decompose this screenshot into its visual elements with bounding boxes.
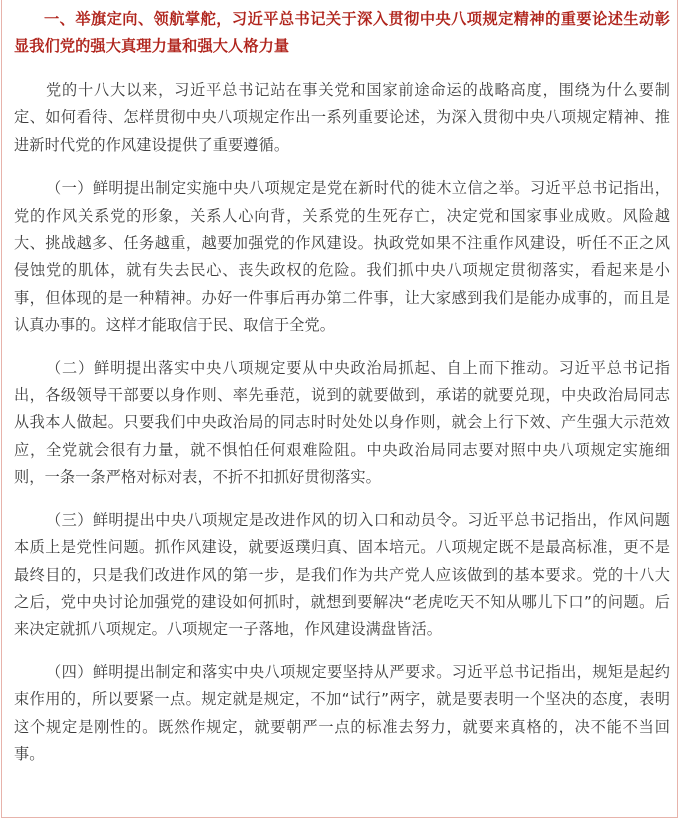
paragraph-point-1: （一）鲜明提出制定实施中央八项规定是党在新时代的徙木立信之举。习近平总书记指出，党的作风关系党的形象，关系人心向背，关系党的生死存亡，决定党和国家事业成败。风险越大、挑战越多、任务越重，越要加强党的作风建设。执政党如果不注重作风建设，听任不正之风侵蚀党的肌体，就有失去民心、丧失政权的危险。我们抓中央八项规定贯彻落实，看起来是小事，但体现的是一种精神。办好一件事后再办第二件事，让大家感到我们是能办成事的，而且是认真办事的。这样才能取信于民、取信于全党。 — [14, 179, 670, 335]
paragraph-point-3: （三）鲜明提出中央八项规定是改进作风的切入口和动员令。习近平总书记指出，作风问题本质上是党性问题。抓作风建设，就要返璞归真、固本培元。八项规定既不是最高标准，更不是最终目的，只是我们改进作风的第一步，是我们作为共产党人应该做到的基本要求。党的十八大之后，党中央讨论加强党的建设如何抓时，就想到要解决“老虎吃天不知从哪儿下口”的问题。后来决定就抓八项规定。八项规定一子落地，作风建设满盘皆活。 — [14, 510, 670, 639]
paragraph-point-4: （四）鲜明提出制定和落实中央八项规定要坚持从严要求。习近平总书记指出，规矩是起约束作用的，所以要紧一点。规定就是规定，不加“试行”两字，就是要表明一个坚决的态度，表明这个规定是刚性的。既然作规定，就要朝严一点的标准去努力，就要来真格的，决不能不当回事。 — [14, 662, 670, 763]
paragraph-point-2: （二）鲜明提出落实中央八项规定要从中央政治局抓起、自上而下推动。习近平总书记指出，各级领导干部要以身作则、率先垂范，说到的就要做到，承诺的就要兑现，中央政治局同志从我本人做起。只要我们中央政治局的同志时时处处以身作则，就会上行下效、产生强大示范效应，全党就会很有力量，就不惧怕任何艰难险阻。中央政治局同志要对照中央八项规定实施细则，一条一条严格对标对表，不折不扣抓好贯彻落实。 — [14, 358, 670, 487]
article-body — [14, 6, 670, 768]
section-heading: 一、举旗定向、领航掌舵，习近平总书记关于深入贯彻中央八项规定精神的重要论述生动彰显我们党的强大真理力量和强大人格力量 — [14, 10, 670, 55]
intro-paragraph: 党的十八大以来，习近平总书记站在事关党和国家前途命运的战略高度，围绕为什么要制定、如何看待、怎样贯彻中央八项规定作出一系列重要论述，为深入贯彻中央八项规定精神、推进新时代党的作风建设提供了重要遵循。 — [14, 81, 670, 154]
article-frame — [1, 0, 678, 818]
